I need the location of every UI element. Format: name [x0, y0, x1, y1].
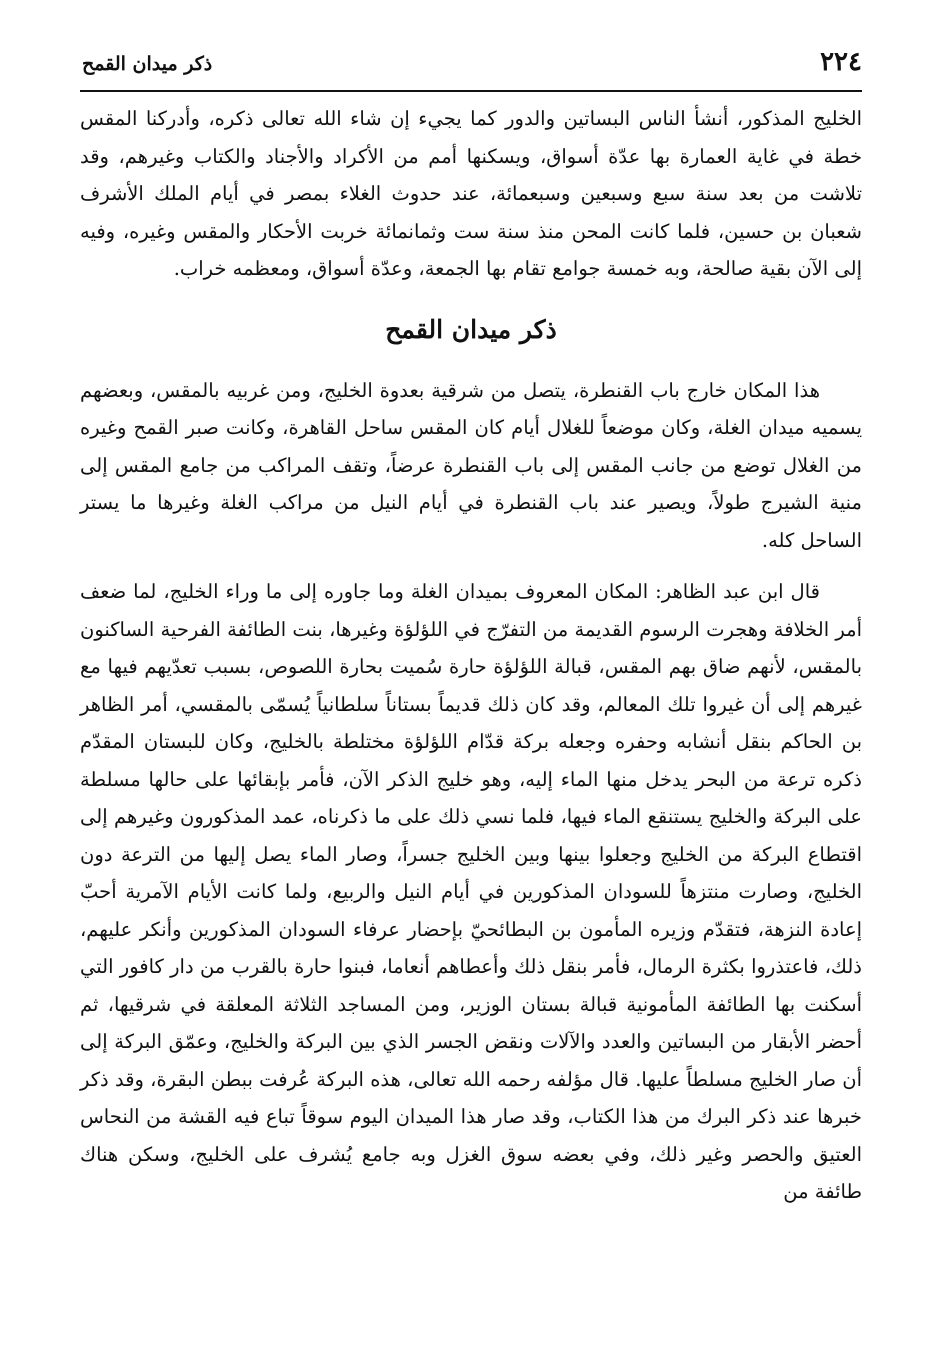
paragraph-description: هذا المكان خارج باب القنطرة، يتصل من شرقية بعدوة الخليج، ومن غربيه بالمقس، وبعضهم يسميه ميدان الغلة، وكان موضعاً للغلال أيام كان المقس ساحل القاهرة، وكانت صبر القمح وغيره من الغلال توضع من جانب المقس إلى باب القنطرة عرضاً، وتقف المراكب من جامع المقس إلى منية الشيرج طولاً، ويصير عند باب القنطرة في أيام النيل من مراكب الغلة وغيرها ما يستر الساحل كله.: [80, 378, 862, 552]
paragraph-quotation: قال ابن عبد الظاهر: المكان المعروف بميدان الغلة وما جاوره إلى ما وراء الخليج، لما ضعف أمر الخلافة وهجرت الرسوم القديمة من التفرّج في اللؤلؤة وغيرها، بنت الطائفة الفرحية الساكنون بالمقس، لأنهم ضاق بهم المقس، قبالة اللؤلؤة حارة سُميت بحارة اللصوص، بسبب تعدّيهم فيها مع غيرهم إلى أن غيروا تلك المعالم، وقد كان ذلك قديماً بستاناً سلطانياً يُسمّى بالمقسي، أمر الظاهر بن الحاكم بنقل أنشابه وحفره وجعله بركة قدّام اللؤلؤة مختلطة بالخليج، وكان للبستان المقدّم ذكره ترعة من البحر يدخل منها الماء إليه، وهو خليج الذكر الآن، فأمر بإبقائها على حالها مسلطة على البركة والخليج يستنقع الماء فيها، فلما نسي ذلك على ما ذكرناه، عمد المذكورون وغيرهم إلى اقتطاع البركة من الخليج وجعلوا بينها وبين الخليج جسراً، وصار الماء يصل إليها من الترعة دون الخليج، وصارت منتزهاً للسودان المذكورين في أيام النيل والربيع، ولما كانت الأيام الآمرية أحبّ إعادة النزهة، فتقدّم وزيره المأمون بن البطائحيّ بإحضار عرفاء السودان المذكورين وأنكر عليهم، ذلك، فاعتذروا بكثرة الرمال، فأمر بنقل ذلك وأعطاهم أنعاما، فبنوا حارة بالقرب من دار كافور التي أسكنت بها الطائفة المأمونية قبالة بستان الوزير، ومن المساجد الثلاثة المعلقة في شرقيها، ثم أحضر الأبقار من البساتين والعدد والآلات ونقض الجسر الذي بين البركة والخليج، وعمّق البركة إلى أن صار الخليج مسلطاً عليها. قال مؤلفه رحمه الله تعالى، هذه البركة عُرفت ببطن البقرة، وقد ذكر خبرها عند ذكر البرك من هذا الكتاب، وقد صار هذا الميدان اليوم سوقاً تباع فيه القشة من النحاس العتيق والحصر وغير ذلك، وفي بعضه سوق الغزل وبه جامع يُشرف على الخليج، وسكن هناك طائفة من: [80, 580, 862, 1203]
running-title: ذكر ميدان القمح: [82, 53, 213, 75]
header-divider: [80, 90, 862, 92]
page-number: ٢٢٤: [820, 47, 862, 77]
page-body: [80, 100, 862, 1211]
running-header: [82, 42, 862, 82]
paragraph-continuation: الخليج المذكور، أنشأ الناس البساتين والدور كما يجيء إن شاء الله تعالى ذكره، وأدركنا المقس خطة في غاية العمارة بها عدّة أسواق، ويسكنها أمم من الأكراد والأجناد والكتاب وغيرهم، وقد تلاشت من بعد سنة سبع وسبعين وسبعمائة، عند حدوث الغلاء بمصر في أيام الملك الأشرف شعبان بن حسين، فلما كانت المحن منذ سنة ست وثمانمائة خربت الأحكار والمقس وغيره، وفيه إلى الآن بقية صالحة، وبه خمسة جوامع تقام بها الجمعة، وعدّة أسواق، ومعظمه خراب.: [80, 107, 862, 280]
section-title: ذكر ميدان القمح: [385, 314, 557, 344]
paragraph-gap: [80, 559, 862, 573]
